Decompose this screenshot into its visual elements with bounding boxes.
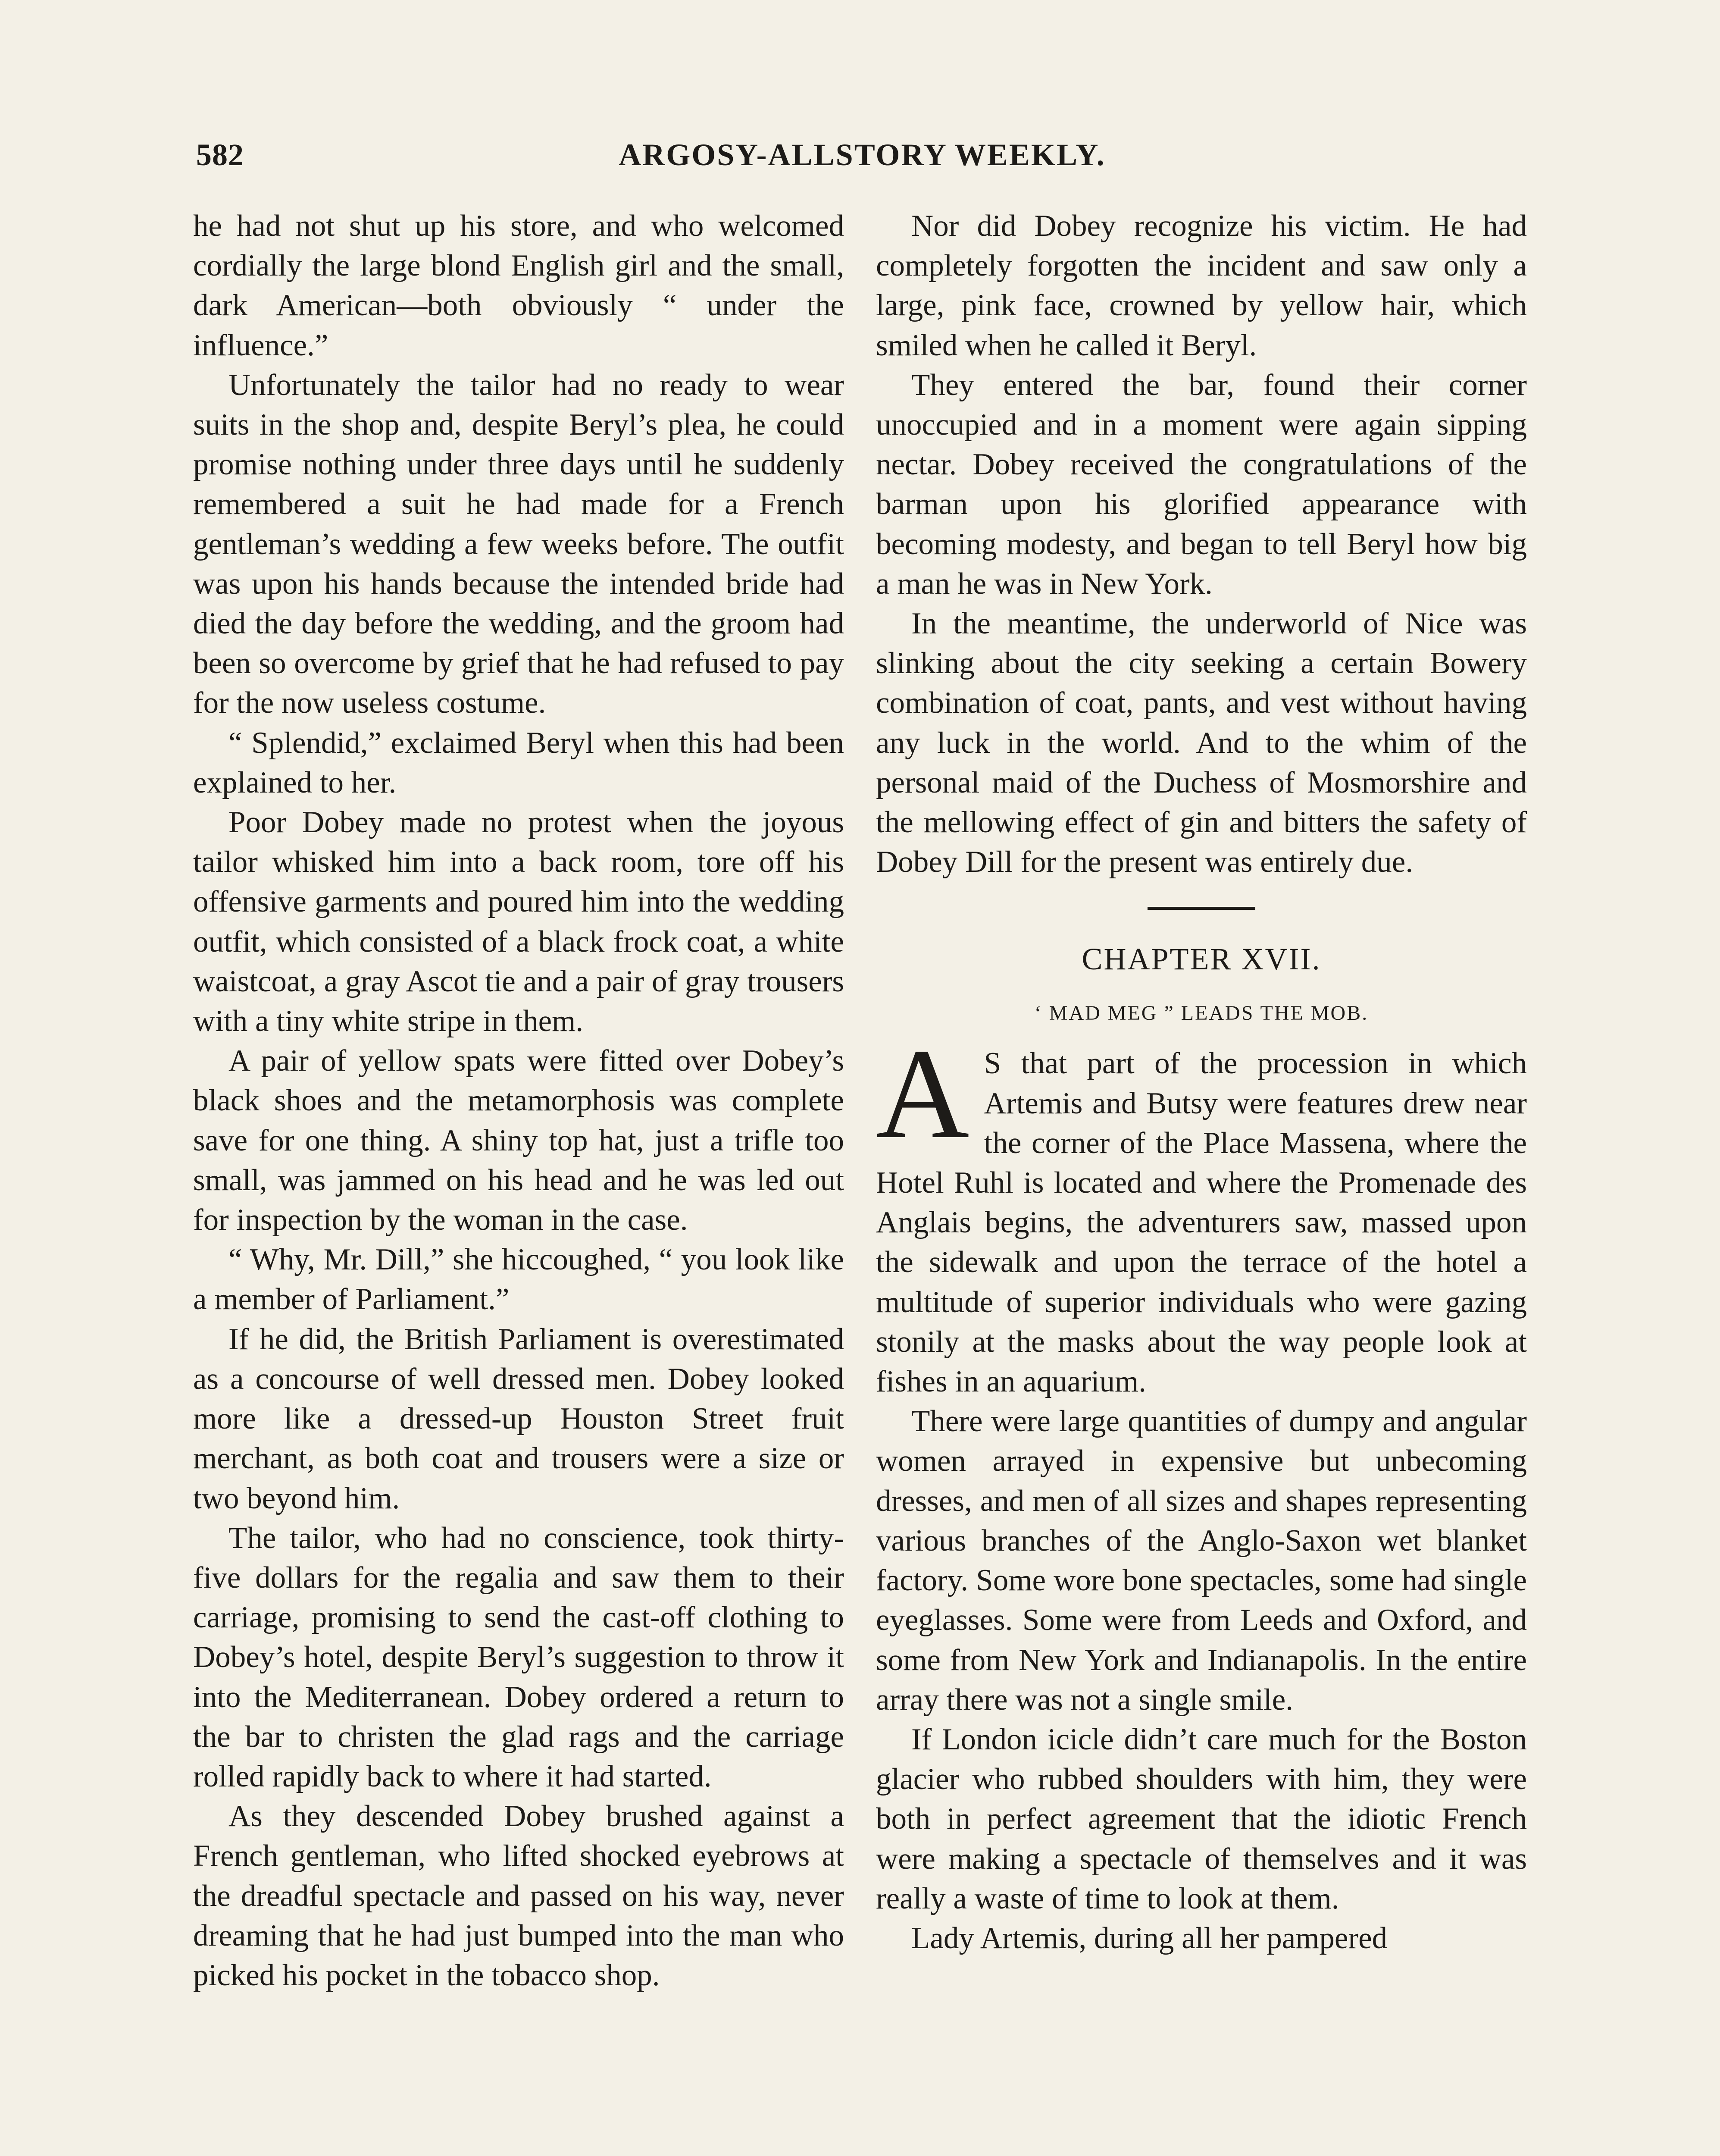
paragraph: “ Splendid,” exclaimed Beryl when this had been explained to her. (193, 726, 844, 799)
paragraph: “ Why, Mr. Dill,” she hiccoughed, “ you look like a member of Parliament.” (193, 1243, 844, 1316)
paragraph: If London icicle didn’t care much for the Boston glacier who rubbed shoulders with him, they were both in perfect agreement that the idiotic French were making a spectacle of themselves and it was really a waste of time to look at them. (876, 1722, 1527, 1915)
paragraph: In the meantime, the underworld of Nice was slinking about the city seeking a certain Bowery combination of coat, pants, and vest without having any luck in the world. And to the whim of the personal maid of the Duchess of Mosmorshire and the mellowing effect of gin and bitters the safety of Dobey Dill for the present was entirely due. (876, 607, 1527, 879)
paragraph: Nor did Dobey recognize his victim. He had completely forgotten the incident and saw only a large, pink face, crowned by yellow hair, which smiled when he called it Beryl. (876, 209, 1527, 362)
paragraph: The tailor, who had no conscience, took thirty-five dollars for the regalia and saw them to their carriage, promising to send the cast-off clothing to Dobey’s hotel, despite Beryl’s suggestion to throw it into the Mediterranean. Dobey ordered a return to the bar to christen the glad rags and the carriage rolled rapidly back to where it had started. (193, 1521, 844, 1793)
chapter-subtitle: ‘ MAD MEG ” LEADS THE MOB. (1034, 1002, 1369, 1025)
section-divider-rule (1148, 907, 1255, 910)
paragraph: Poor Dobey made no protest when the joyous tailor whisked him into a back room, tore off his offensive garments and poured him into the wedding outfit, which consisted of a black frock coat, a white waistcoat, a gray Ascot tie and a pair of gray trousers with a tiny white stripe in them. (193, 805, 844, 1038)
paragraph: Unfortunately the tailor had no ready to wear suits in the shop and, despite Beryl’s plea, he could promise nothing under three days until he suddenly remembered a suit he had made for a French gentleman’s wedding a few weeks before. The outfit was upon his hands because the intended bride had died the day before the wedding, and the groom had been so overcome by grief that he had refused to pay for the now useless costume. (193, 368, 844, 720)
chapter-opening-text: S that part of the procession in which Artemis and Butsy were features drew near the corner of the Place Massena, where the Hotel Ruhl is located and where the Promenade des Anglais begins, the adventurers saw, massed upon the sidewalk and upon the terrace of the hotel a multitude of superior individuals who were gazing stonily at the masks about the way people look at fishes in an aquarium. (876, 1047, 1527, 1399)
chapter-opening-paragraph (876, 1022, 1527, 1401)
paragraph: As they descended Dobey brushed against a French gentleman, who lifted shocked eyebrows at the dreadful spectacle and passed on his way, never dreaming that he had just bumped into the man who picked his pocket in the tobacco shop. (193, 1799, 844, 1992)
page-header (196, 137, 1528, 185)
page-number: 582 (196, 138, 244, 172)
paragraph: They entered the bar, found their corner unoccupied and in a moment were again sipping nectar. Dobey received the congratulations of the barman upon his glorified appearance with becoming modesty, and began to tell Beryl how big a man he was in New York. (876, 368, 1527, 601)
left-column (193, 206, 844, 2156)
chapter-title: CHAPTER XVII. (1082, 942, 1321, 977)
paragraph: There were large quantities of dumpy and angular women arrayed in expensive but unbecoming dresses, and men of all sizes and shapes representing various branches of the Anglo-Saxon wet blanket factory. Some wore bone spectacles, some had single eyeglasses. Some were from Leeds and Oxford, and some from New York and Indianapolis. In the entire array there was not a single smile. (876, 1404, 1527, 1717)
paragraph: he had not shut up his store, and who welcomed cordially the large blond English girl and the small, dark American—both obviously “ under the influence.” (193, 209, 844, 362)
running-title: ARGOSY-ALLSTORY WEEKLY. (619, 138, 1106, 172)
right-column (876, 206, 1527, 2156)
paragraph: If he did, the British Parliament is overestimated as a concourse of well dressed men. Dobey looked more like a dressed-up Houston Street fruit merchant, as both coat and trousers were a size or two beyond him. (193, 1322, 844, 1515)
paragraph: Lady Artemis, during all her pampered (911, 1921, 1388, 1955)
paragraph: A pair of yellow spats were fitted over Dobey’s black shoes and the metamorphosis was complete save for one thing. A shiny top hat, just a trifle too small, was jammed on his head and he was led out for inspection by the woman in the case. (193, 1044, 844, 1237)
drop-cap: A (876, 1022, 969, 1166)
